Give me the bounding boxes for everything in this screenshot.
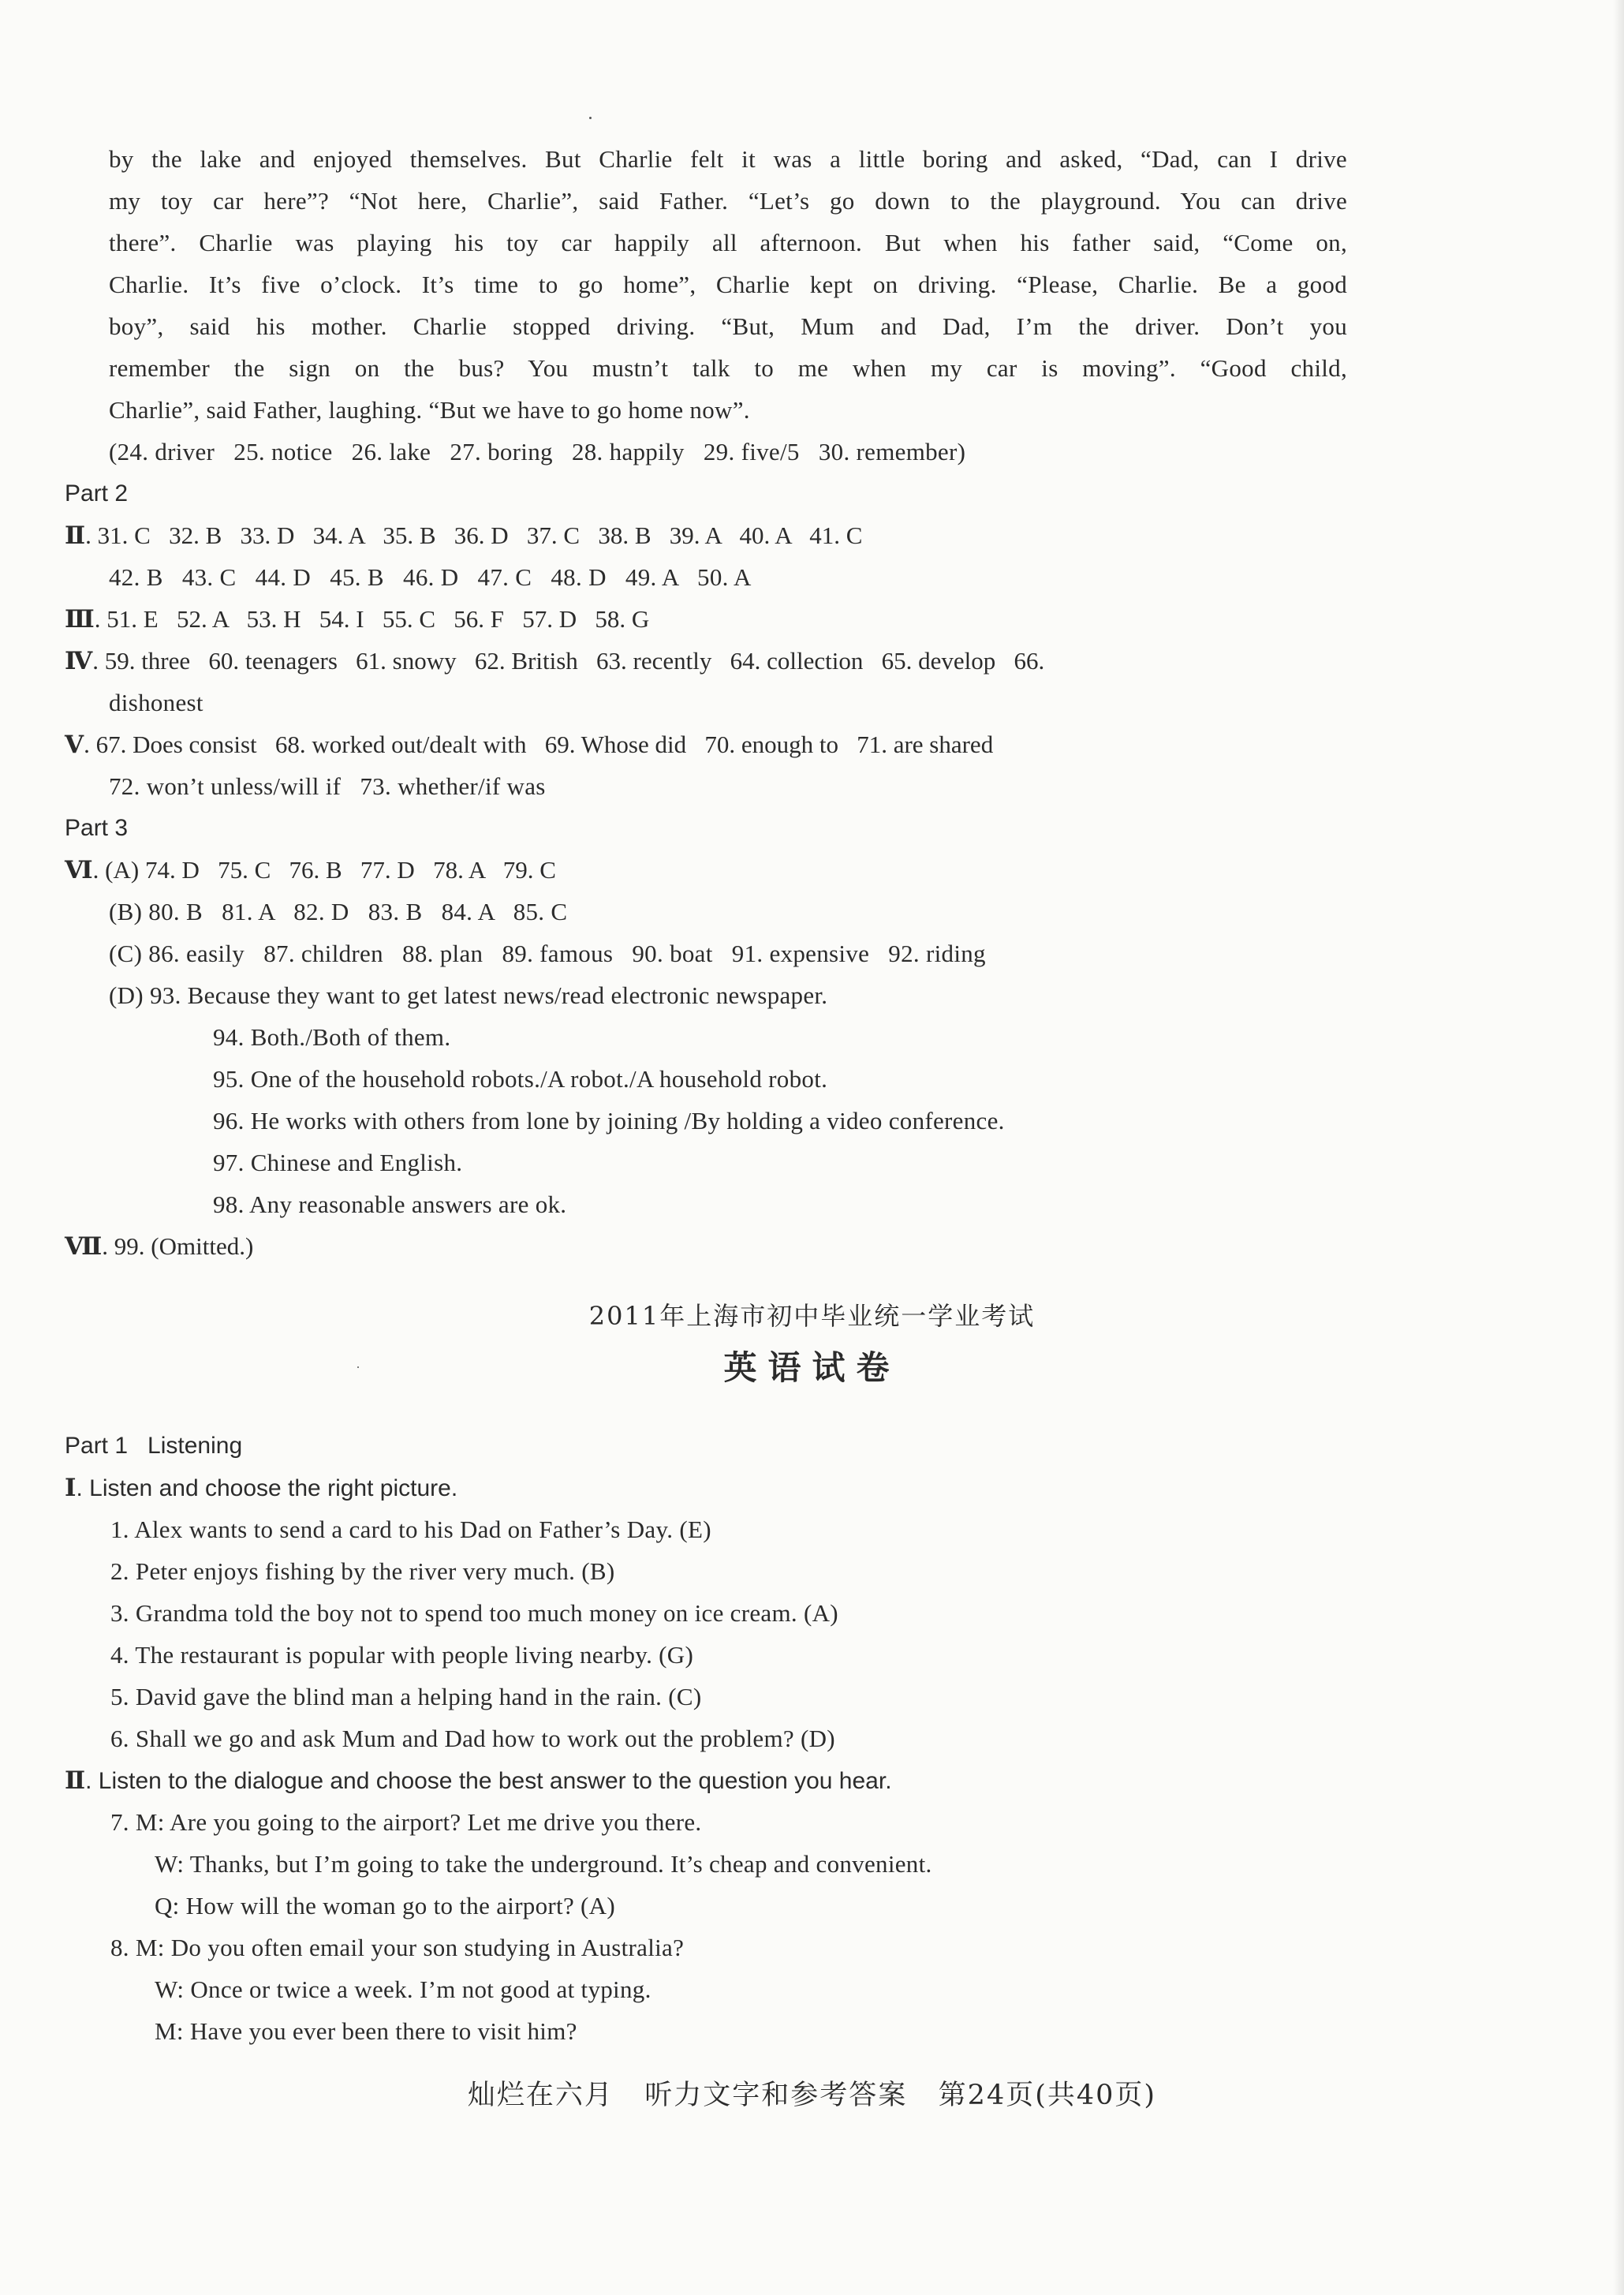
section-1-instruction: . Listen and choose the right picture. (76, 1475, 458, 1501)
roman-numeral: Ⅱ (65, 1766, 86, 1795)
passage-line-2: my toy car here”? “Not here, Charlie”, said Father. “Let’s go down to the playground. You can drive (109, 187, 1347, 215)
scan-speck (589, 117, 592, 119)
section-6-d-item: 95. One of the household robots./A robot./A household robot. (213, 1065, 828, 1093)
passage-line-1: by the lake and enjoyed themselves. But Charlie felt it was a little boring and asked, “Dad, can I drive (109, 145, 1347, 173)
section-6-d-item: 97. Chinese and English. (213, 1149, 463, 1176)
section-4-line-2: dishonest (109, 689, 203, 716)
listening-section-2-title (65, 1759, 892, 1802)
passage-line-7: Charlie”, said Father, laughing. “But we have to go home now”. (109, 396, 750, 424)
section-5-line-1: . 67. Does consist 68. worked out/dealt with 69. Whose did 70. enough to 71. are shared (84, 731, 994, 758)
section-4-line-1: . 59. three 60. teenagers 61. snowy 62. British 63. recently 64. collection 65. develop 66. (92, 647, 1045, 675)
page-footer: 灿烂在六月 听力文字和参考答案 第24页(共40页) (467, 2080, 1157, 2111)
scan-speck (357, 1366, 359, 1368)
section-3-line-1: . 51. E 52. A 53. H 54. I 55. C 56. F 57. D 58. G (94, 605, 650, 633)
exam-title: 2011年上海市初中毕业统一学业考试 (588, 1301, 1036, 1331)
listening-item: 3. Grandma told the boy not to spend too much money on ice cream. (A) (110, 1599, 838, 1627)
dialogue-7-man: 7. M: Are you going to the airport? Let me drive you there. (110, 1808, 702, 1836)
passage-line-4: Charlie. It’s five o’clock. It’s time to go home”, Charlie kept on driving. “Please, Charlie. Be a good (109, 271, 1347, 298)
listening-item: 2. Peter enjoys fishing by the river very much. (B) (110, 1557, 615, 1585)
part3-heading: Part 3 (65, 815, 129, 841)
section-2-answers (65, 514, 862, 557)
section-4-answers (65, 640, 1347, 682)
dialogue-8-man: 8. M: Do you often email your son studying in Australia? (110, 1934, 685, 1961)
section-7-line-1: . 99. (Omitted.) (102, 1232, 254, 1260)
section-6-d-item: 96. He works with others from lone by joining /By holding a video conference. (213, 1107, 1005, 1134)
roman-numeral: Ⅵ (65, 856, 93, 884)
section-3-answers (65, 598, 649, 641)
section-6-d-item: 98. Any reasonable answers are ok. (213, 1190, 567, 1218)
roman-numeral: Ⅱ (65, 521, 86, 550)
section-5-answers (65, 723, 993, 766)
part2-heading: Part 2 (65, 480, 129, 506)
listening-section-1-title (65, 1467, 457, 1509)
section-2-line-2: 42. B 43. C 44. D 45. B 46. D 47. C 48. D 49. A 50. A (109, 563, 752, 591)
dialogue-8-woman: W: Once or twice a week. I’m not good at typing. (155, 1975, 651, 2003)
passage-line-3: there”. Charlie was playing his toy car happily all afternoon. But when his father said, “Come on, (109, 229, 1347, 256)
dialogue-7-woman: W: Thanks, but I’m going to take the underground. It’s cheap and convenient. (155, 1850, 932, 1878)
section-6-b: (B) 80. B 81. A 82. D 83. B 84. A 85. C (109, 898, 568, 925)
roman-numeral: Ⅴ (65, 731, 84, 759)
section-2-line-1: . 31. C 32. B 33. D 34. A 35. B 36. D 37. C 38. B 39. A 40. A 41. C (85, 521, 863, 549)
section-7-answers (65, 1225, 253, 1268)
roman-numeral: Ⅲ (65, 605, 95, 634)
section-5-line-2: 72. won’t unless/will if 73. whether/if was (109, 772, 546, 800)
roman-numeral: Ⅳ (65, 647, 93, 675)
passage-line-5: boy”, said his mother. Charlie stopped driving. “But, Mum and Dad, I’m the driver. Don’t you (109, 312, 1347, 340)
roman-numeral: Ⅶ (65, 1232, 103, 1261)
section-2-instruction: . Listen to the dialogue and choose the best answer to the question you hear. (85, 1768, 892, 1794)
section-6-d: (D) 93. Because they want to get latest news/read electronic newspaper. (109, 981, 828, 1009)
scan-edge-shadow (1613, 0, 1624, 2295)
section-6-a-text: . (A) 74. D 75. C 76. B 77. D 78. A 79. C (92, 856, 556, 884)
section-6-d-item: 94. Both./Both of them. (213, 1023, 451, 1051)
roman-numeral: Ⅰ (65, 1474, 77, 1502)
section-6-a (65, 849, 556, 891)
exam-subtitle: 英语试卷 (723, 1348, 901, 1387)
passage-line-6: remember the sign on the bus? You mustn’t talk to me when my car is moving”. “Good child, (109, 354, 1347, 382)
listening-item: 1. Alex wants to send a card to his Dad on Father’s Day. (E) (110, 1516, 711, 1543)
section-6-c: (C) 86. easily 87. children 88. plan 89. famous 90. boat 91. expensive 92. riding (109, 940, 986, 967)
listening-item: 4. The restaurant is popular with people living nearby. (G) (110, 1641, 694, 1669)
listening-item: 5. David gave the blind man a helping hand in the rain. (C) (110, 1683, 702, 1710)
dialogue-7-question: Q: How will the woman go to the airport? (A) (155, 1892, 615, 1919)
part1-listening-heading: Part 1 Listening (65, 1433, 243, 1459)
dialogue-8-man-2: M: Have you ever been there to visit him? (155, 2017, 577, 2045)
answers-24-30: (24. driver 25. notice 26. lake 27. boring 28. happily 29. five/5 30. remember) (109, 438, 966, 465)
listening-item: 6. Shall we go and ask Mum and Dad how to work out the problem? (D) (110, 1725, 835, 1752)
